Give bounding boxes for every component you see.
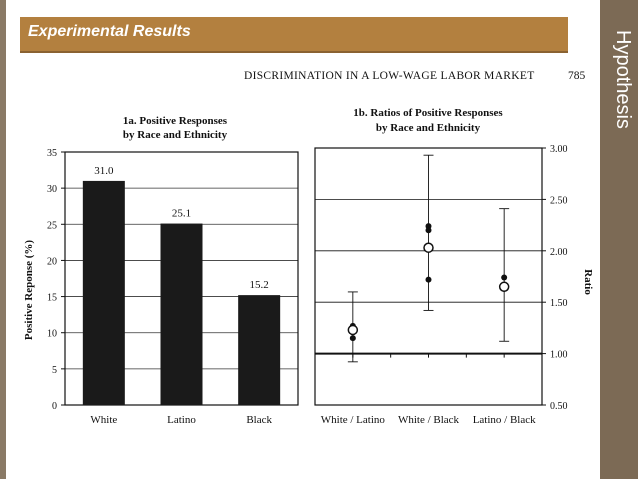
chart-b-ytick-label: 1.50 [550,298,568,310]
chart-a-ytick-label: 25 [47,220,57,232]
chart-a-bar [83,181,125,405]
chart-b-plot [315,144,568,426]
chart-b-point-estimate [348,325,357,334]
paper-title: DISCRIMINATION IN A LOW-WAGE LABOR MARKET [244,70,535,82]
chart-a-category-label: Black [246,414,273,426]
chart-a-ytick-label: 5 [52,364,57,376]
chart-a-ytick-label: 15 [47,292,57,304]
chart-a-ytick-label: 0 [52,401,57,412]
chart-a-ytick-label: 10 [47,328,57,340]
side-label: Hypothesis [612,30,634,129]
chart-b-ylabel: Ratio [582,269,594,295]
chart-a-subtitle: by Race and Ethnicity [122,129,228,141]
chart-a-ytick-label: 30 [47,184,57,196]
chart-b-point-estimate [424,243,433,252]
chart-b-category-label: Latino / Black [472,414,536,426]
chart-b-ytick-label: 3.00 [550,144,568,155]
chart-b-ytick-label: 2.00 [550,246,568,258]
chart-a-category-label: White [90,414,118,426]
chart-a-bar [161,224,203,405]
chart-b-point-estimate [500,282,509,291]
page-number: 785 [568,70,586,82]
chart-b-ytick-label: 0.50 [550,401,568,412]
chart-b-point [426,277,432,283]
chart-b-subtitle: by Race and Ethnicity [375,122,481,134]
chart-a-value-label: 31.0 [94,164,114,177]
chart-a-value-label: 15.2 [249,279,269,292]
chart-b-title: 1b. Ratios of Positive Responses [353,107,503,119]
chart-b-ytick-label: 1.00 [550,349,568,361]
chart-b-ytick-label: 2.50 [550,195,568,207]
chart-b-point [426,227,432,233]
chart-b-point [350,335,356,341]
chart-b-point [501,275,507,281]
chart-a-bar [238,295,280,405]
chart-a-ylabel: Positive Reponse (%) [23,239,35,341]
chart-a-ytick-label: 20 [47,256,57,268]
chart-a-title: 1a. Positive Responses [122,115,228,127]
chart-b-category-label: White / Black [397,414,460,426]
chart-b-category-label: White / Latino [320,414,385,426]
chart-a-category-label: Latino [167,414,196,426]
chart-a-plot [47,148,298,426]
chart-a-ytick-label: 35 [47,148,57,159]
header-title: Experimental Results [28,23,191,40]
chart-a-value-label: 25.1 [171,207,192,220]
